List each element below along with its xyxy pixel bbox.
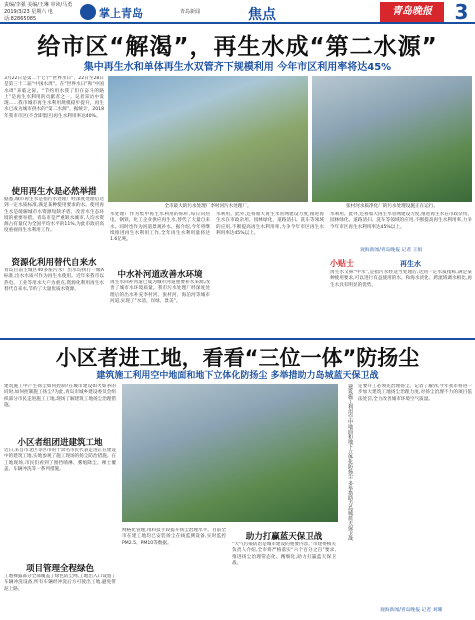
story1-headline: 给市区“解渴”，再生水成“第二水源”: [37, 34, 438, 60]
story2-section-heading: 项目管理全程绿色: [25, 564, 94, 574]
story1-photo2-caption: 张村河水质净化厂的污水处理设施正在运行。: [346, 204, 438, 209]
story2-paragraph: 近日,来自市北区等区市的十余名市民代表走进正在建设中的建筑工地,实地参观了施工现场的扬尘防治措施。在工地现场,市民们看到了围挡喷淋、雾炮降尘、裸土覆盖、车辆冲洗等一系列措施。: [4, 448, 116, 472]
story1-photo-treatment-plant: [312, 76, 472, 202]
story1-lead: 3月22日是第二十七个“世界水日”，22日至28日是第三十二届“中国水周”。在“世界水日”和“中国水周”来临之际，“节约用水我了们在奋斗的路上”是再生水利用的贡献者之一。记者采访中发现……我市城市再生水利用规模稳步提升，再生水已成为城市供水的“第二水源”。据统计，2018年我市市区(不含即墨区)再生水利用率达40%。: [4, 76, 104, 119]
tip-box-subject: 再生水: [400, 260, 421, 268]
story2-paragraph: 工地裸露部分全部覆盖了绿色防尘网,工地出入口设置了车辆冲洗设备,所有车辆经冲洗后方可驶出工地,避免带泥上路。: [4, 574, 116, 592]
story1-photo1-caption: 全市最大的污水处理厂李村河污水处理厂。: [164, 204, 252, 209]
story1-section-heading: 中水补河道改善水环境: [117, 270, 203, 280]
story1-subheadline: 集中再生水和单体再生水双管齐下规模利用 今年市区利用率将达45%: [83, 62, 392, 73]
tip-box-text: 再生水又称“中水”,是指污水经适当处理后,达到一定水质指标,满足某种使用要求,可以进行有益使用的水。和海水淡化、跨流域调水相比,再生水具有明显的优势。: [330, 270, 472, 288]
header-news-label: 青岛新闻: [180, 9, 201, 15]
story1-byline: 观海新闻/青岛晚报 记者 王娟: [360, 248, 423, 253]
header-section: 焦点: [248, 7, 276, 23]
newspaper-masthead: 青岛晚报: [380, 2, 444, 22]
story1-paragraph: 青岛目前主城区40多座污水厂出水均执行一级A标准,出水水质可作为再生水使用。近年来我市以热电、工业等用水大户为重点,资源化利用再生水替代自来水,节约了大量优质水资源。: [4, 268, 104, 292]
header-edition-info: 责编/李强 美编/王琳 审读/马勇 2019/3/23 星期六 电话:82865085: [4, 2, 73, 22]
story2-lead: 建筑施工中产生扬尘如何控制?在城市建设如火如荼的同时,如何控制施工扬尘?为此,青岛市城乡建设委员会组织部分市民走进施工工地,现场了解建筑工地扬尘治理措施。: [4, 384, 116, 408]
page-number: 3: [454, 0, 469, 24]
section-divider: [0, 338, 475, 340]
app-logo-icon: [80, 4, 96, 20]
story2-subheadline: 建筑施工利用空中地面和地下立体化防扬尘 多举措助力岛城蓝天保卫战: [96, 371, 379, 381]
tip-box-title: 小贴士: [330, 259, 354, 268]
story2-photo-construction-site: [122, 384, 338, 522]
story2-column-text: 网格化管理,用科技手段提升扬尘治理水平。目前全市在建工地均已安装扬尘在线监测设备,实时监控PM2.5、PM10等数据。: [122, 528, 226, 546]
story2-section-heading: 小区者组团进建筑工地: [17, 438, 103, 448]
story1-paragraph: 据悉,城市再生水是指污水处理厂经深度处理后达到一定水质标准,满足某种使用要求的水。使用再生水是缓解城市水资源短缺矛盾、改善水生态环境的重要举措。青岛市是严重缺水城市,人均水资源占有量仅为全国平均水平的11%,为此市政府高度重视再生水利用工作。: [4, 197, 104, 234]
story2-byline: 观海新闻/青岛晚报 记者 刘珊: [380, 608, 443, 613]
story2-section-heading: 助力打赢蓝天保卫战: [245, 532, 323, 542]
story1-section-heading: 资源化利用替代自来水: [11, 258, 97, 268]
story1-section-heading: 使用再生水是必然举措: [11, 187, 97, 197]
header-brand: 掌上青岛: [99, 7, 143, 20]
story1-paragraph: 再生水回补河道已成为城市河道重要补水来源,改善了城市水环境质量。我市污水处理厂经深度处理后的出水补充李村河、张村河、海泊河等城市河道,实现了“水清、岸绿、景美”。: [110, 280, 210, 304]
story2-headline: 小区者进工地，看看“三位一体”防扬尘: [55, 346, 420, 370]
story1-photo-wastewater-plant: [108, 76, 308, 202]
story1-column-text: 水处理厂作为集中再生水利用的标杆,每日向热电、钢铁、化工企业供应再生水,替代了大量自来水。同时也作为河道景观补水。据介绍,今年将继续推进再生水利用工作,全年再生水利用量将达1.6亿吨。: [110, 212, 210, 243]
story2-column-text: 定要开工必须先治理扬尘。记者了解到,今年我市将进一步加大建筑工地扬尘治理力度,对扬尘治理不力的项目依法处罚,全力改善城市环境空气质量。: [358, 384, 472, 402]
story1-column-text: 水利用。此外,还将加大再生水管网建设力度,推进再生水在市政杂用、园林绿化、道路清扫、洗车等领域的应用,不断提高再生水利用率,力争今年市区再生水利用率达45%以上。: [330, 212, 472, 230]
story2-paragraph: “大气污染防治是城市建设的重要内容。”市建委相关负责人介绍,全市将严格落实“六个百分之百”要求,推进扬尘治理常态化、精细化,助力打赢蓝天保卫战。: [232, 542, 336, 566]
story1-column-text: 水利用。此外,还将加大再生水管网建设力度,推进再生水在市政杂用、园林绿化、道路清扫、洗车等领域的应用,不断提高再生水利用率,力争今年市区再生水利用率达45%以上。: [216, 212, 324, 236]
story2-photo-caption: 建筑施工利用空中地面和地下立体化防扬尘 多举措助力岛城蓝天保卫战: [347, 384, 353, 541]
